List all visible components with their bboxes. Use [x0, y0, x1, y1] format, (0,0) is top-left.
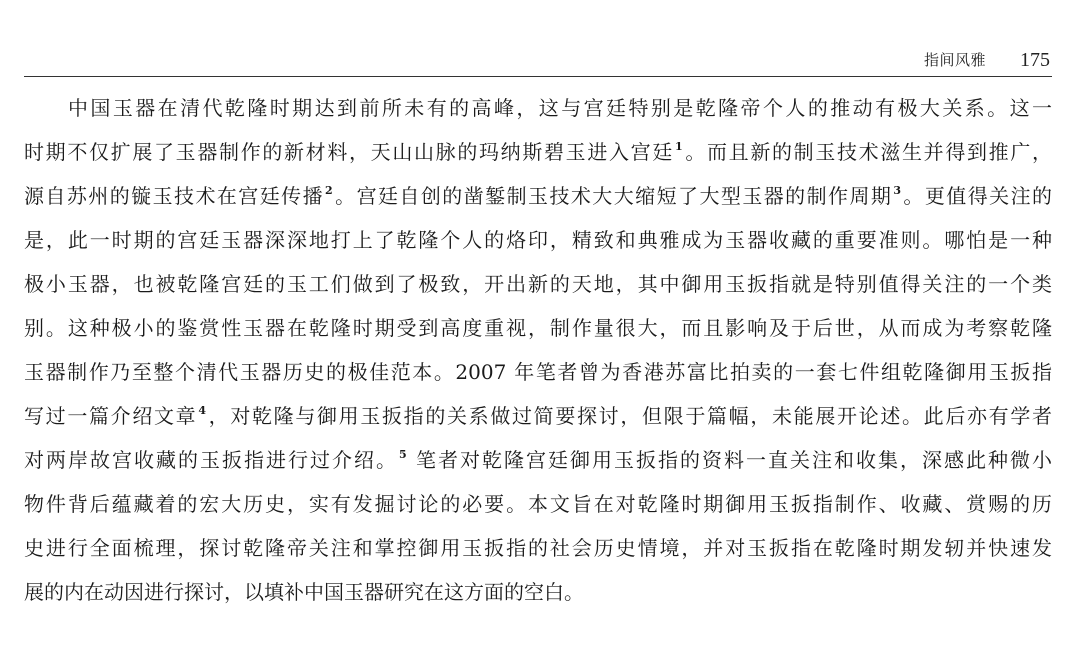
text-segment: 玉器制作乃至整个清代玉器历史的极佳范本。2007 年笔者曾为香港苏富比拍卖的一套七件组乾隆御用玉扳指 — [24, 360, 1052, 384]
body-paragraph — [24, 86, 1052, 614]
text-segment: 。宫廷自创的凿錾制玉技术大大缩短了大型玉器的制作周期 — [333, 184, 893, 208]
text-line — [24, 86, 1052, 130]
text-segment: 中国玉器在清代乾隆时期达到前所未有的高峰，这与宫廷特别是乾隆帝个人的推动有极大关系。这一 — [68, 96, 1052, 120]
text-line — [24, 570, 1052, 614]
text-segment: 时期不仅扩展了玉器制作的新材料，天山山脉的玛纳斯碧玉进入宫廷 — [24, 140, 675, 164]
text-segment: 史进行全面梳理，探讨乾隆帝关注和掌控御用玉扳指的社会历史情境，并对玉扳指在乾隆时期发轫并快速发 — [24, 536, 1052, 560]
text-line — [24, 262, 1052, 306]
footnote-marker[interactable]: 1 — [675, 140, 683, 153]
text-line — [24, 482, 1052, 526]
text-segment: 写过一篇介绍文章 — [24, 404, 198, 428]
text-line — [24, 438, 1052, 482]
section-title: 指间风雅 — [923, 51, 986, 69]
text-line — [24, 218, 1052, 262]
text-line — [24, 526, 1052, 570]
footnote-marker[interactable]: 2 — [325, 184, 333, 197]
text-segment: 物件背后蕴藏着的宏大历史，实有发掘讨论的必要。本文旨在对乾隆时期御用玉扳指制作、收藏、赏赐的历 — [24, 492, 1052, 516]
text-line — [24, 306, 1052, 350]
text-segment: 。而且新的制玉技术滋生并得到推广， — [683, 140, 1053, 164]
text-segment: 笔者对乾隆宫廷御用玉扳指的资料一直关注和收集，深感此种微小 — [407, 448, 1053, 472]
footnote-marker[interactable]: 5 — [399, 448, 407, 461]
text-segment: 别。这种极小的鉴赏性玉器在乾隆时期受到高度重视，制作量很大，而且影响及于后世，从而成为考察乾隆 — [24, 316, 1052, 340]
page-number: 175 — [1020, 49, 1050, 71]
text-segment: 。更值得关注的 — [902, 184, 1053, 208]
text-segment: ，对乾隆与御用玉扳指的关系做过简要探讨，但限于篇幅，未能展开论述。此后亦有学者 — [207, 404, 1053, 428]
text-segment: 是，此一时期的宫廷玉器深深地打上了乾隆个人的烙印，精致和典雅成为玉器收藏的重要准则。哪怕是一种 — [24, 228, 1052, 252]
text-line — [24, 394, 1052, 438]
running-header — [24, 40, 1052, 77]
footnote-marker[interactable]: 3 — [893, 184, 901, 197]
text-segment: 对两岸故宫收藏的玉扳指进行过介绍。 — [24, 448, 398, 472]
text-line — [24, 174, 1052, 218]
text-line — [24, 350, 1052, 394]
text-segment: 展的内在动因进行探讨，以填补中国玉器研究在这方面的空白。 — [24, 580, 584, 604]
footnote-marker[interactable]: 4 — [198, 404, 206, 417]
text-segment: 源自苏州的镟玉技术在宫廷传播 — [24, 184, 325, 208]
text-segment: 极小玉器，也被乾隆宫廷的玉工们做到了极致，开出新的天地，其中御用玉扳指就是特别值得关注的一个类 — [24, 272, 1052, 296]
text-line — [24, 130, 1052, 174]
